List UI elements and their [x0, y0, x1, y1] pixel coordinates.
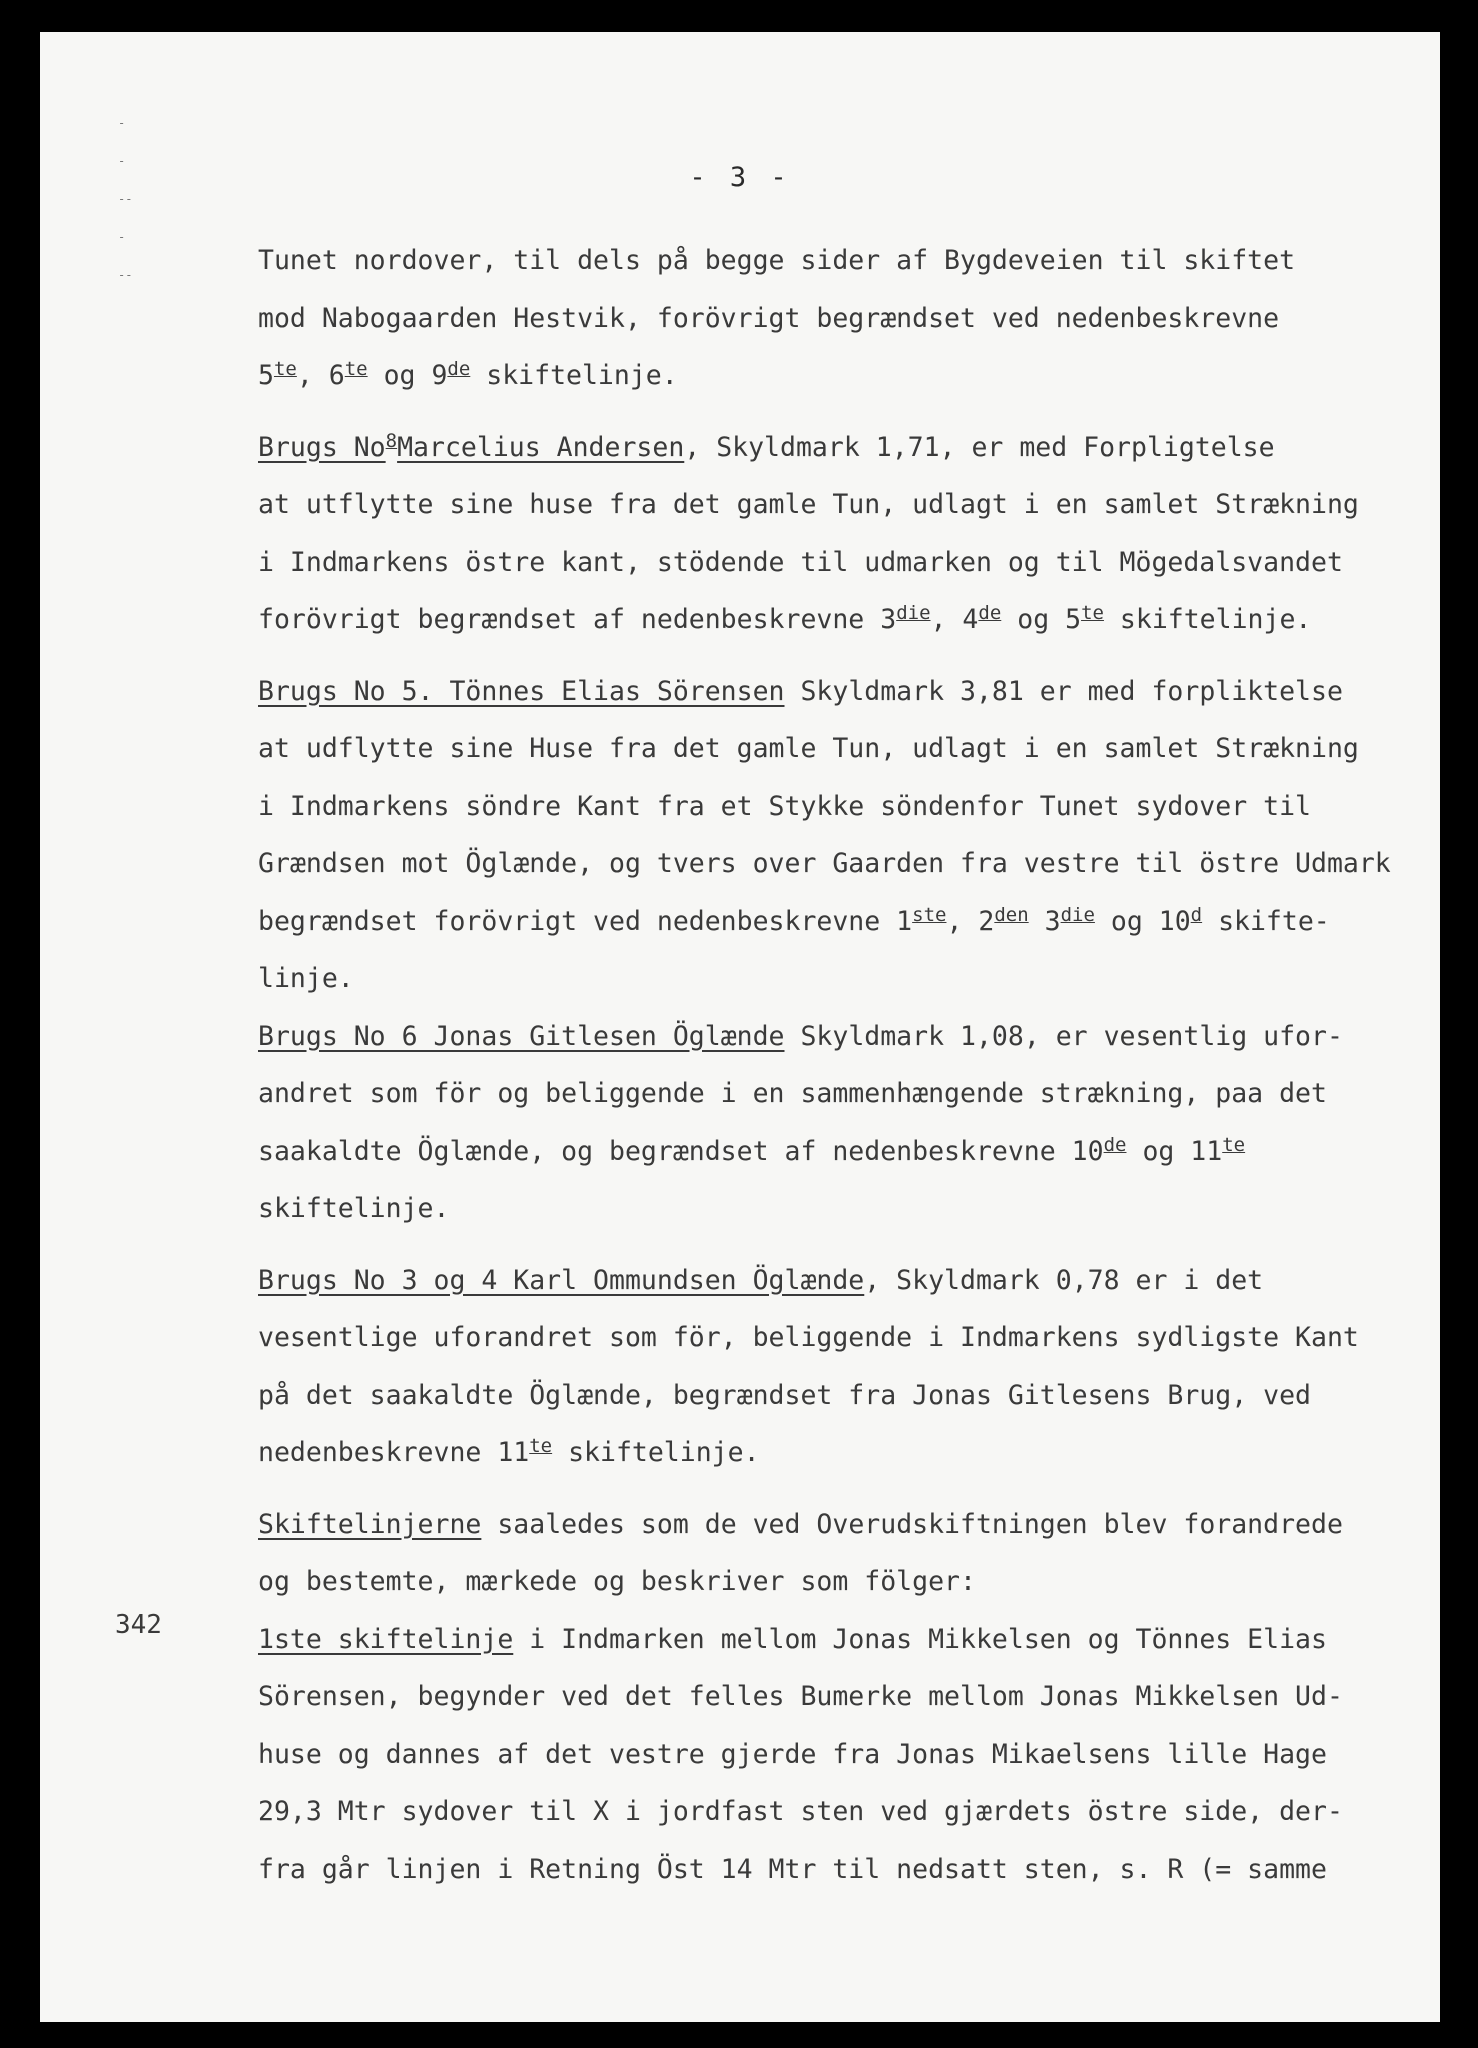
- paragraph-gap: [258, 649, 1408, 663]
- superscript-ordinal: te: [1222, 1133, 1246, 1156]
- text-segment: forövrigt begrændset af nedenbeskrevne 3: [258, 604, 897, 635]
- text-segment: begrændset forövrigt ved nedenbeskrevne 1: [258, 905, 913, 937]
- underlined-heading: Brugs No 5. Tönnes Elias Sörensen: [258, 675, 785, 707]
- text-line: Grændsen mot Öglænde, og tvers over Gaarden fra vestre til östre Udmark: [258, 848, 1391, 879]
- superscript-ordinal: die: [896, 602, 931, 624]
- text-segment: i Indmarken mellom Jonas Mikkelsen og Tönnes Elias: [513, 1623, 1327, 1655]
- text-line: på det saakaldte Öglænde, begrændset fra Jonas Gitlesens Brug, ved: [258, 1379, 1311, 1411]
- text-line: [258, 1008, 1408, 1066]
- text-segment: , 6: [296, 360, 345, 391]
- document-body: [258, 232, 1408, 1898]
- text-line: Sörensen, begynder ved det felles Bumerke mellom Jonas Mikkelsen Ud-: [258, 1681, 1343, 1712]
- underlined-heading: Skiftelinjerne: [258, 1508, 482, 1540]
- text-segment: Skyldmark 1,08, er vesentlig ufor-: [784, 1020, 1343, 1052]
- text-line: [258, 591, 1408, 649]
- superscript-ordinal: de: [978, 602, 1002, 624]
- superscript-ordinal: de: [447, 358, 471, 380]
- text-segment: , Skyldmark 0,78 er i det: [864, 1264, 1264, 1296]
- superscript-ordinal: te: [273, 358, 297, 380]
- text-line: huse og dannes af det vestre gjerde fra Jonas Mikaelsens lille Hage: [258, 1738, 1327, 1770]
- paragraph-gap: [258, 1238, 1408, 1252]
- margin-mark: -: [118, 230, 126, 244]
- underlined-heading: 1ste skiftelinje: [258, 1623, 514, 1655]
- margin-mark: -: [118, 154, 126, 168]
- margin-mark: --: [118, 268, 133, 282]
- text-segment: og 11: [1126, 1135, 1223, 1167]
- text-segment: skifte-: [1202, 905, 1330, 937]
- superscript-ordinal: te: [344, 358, 368, 380]
- superscript-ordinal: den: [994, 903, 1029, 926]
- text-segment: , 4: [930, 604, 979, 635]
- text-segment: saakaldte Öglænde, og begrændset af nedenbeskrevne 10: [258, 1135, 1104, 1167]
- text-line: mod Nabogaarden Hestvik, forövrigt begrændset ved nedenbeskrevne: [258, 302, 1280, 334]
- text-segment: , Skyldmark 1,71, er med Forpligtelse: [684, 431, 1275, 463]
- text-segment: og 5: [1001, 604, 1082, 635]
- superscript-ordinal: die: [1060, 903, 1095, 926]
- superscript-ordinal: de: [1103, 1133, 1127, 1156]
- superscript-ordinal: d: [1190, 903, 1203, 926]
- text-line: vesentlige uforandret som för, beliggende i Indmarkens sydligste Kant: [258, 1322, 1359, 1353]
- text-line: [258, 1424, 1408, 1482]
- text-segment: , 2: [946, 905, 995, 937]
- text-line: linje.: [258, 963, 354, 994]
- underlined-heading: Brugs No 3 og 4 Karl Ommundsen Öglænde: [258, 1264, 865, 1296]
- left-margin-marks: [118, 104, 132, 294]
- superscript-ordinal: te: [1081, 602, 1104, 624]
- paragraph-gap: [258, 1482, 1408, 1496]
- text-line: [258, 1611, 1408, 1669]
- text-line: andret som för og beliggende i en sammenhængende strækning, paa det: [258, 1078, 1327, 1109]
- underlined-heading: Marcelius Andersen: [397, 431, 685, 463]
- text-line: i Indmarkens östre kant, stödende til udmarken og til Mögedalsvandet: [258, 546, 1343, 578]
- text-segment: skiftelinje.: [1103, 604, 1312, 635]
- page-number: - 3 -: [689, 162, 791, 193]
- text-segment: 5: [258, 360, 274, 391]
- text-line: [258, 1123, 1408, 1181]
- text-line: og bestemte, mærkede og beskriver som fölger:: [258, 1566, 976, 1597]
- document-page: [40, 32, 1440, 2022]
- text-segment: skiftelinje.: [552, 1437, 760, 1468]
- text-segment: skiftelinje.: [470, 360, 678, 391]
- superscript-ordinal: ste: [912, 903, 947, 926]
- superscript-ordinal: te: [529, 1435, 553, 1457]
- text-line: Tunet nordover, til dels på begge sider af Bygdeveien til skiftet: [258, 245, 1296, 276]
- text-segment: Skyldmark 3,81 er med forpliktelse: [784, 675, 1343, 707]
- text-segment: 3: [1028, 905, 1061, 937]
- underlined-heading: Brugs No 6 Jonas Gitlesen Öglænde: [258, 1020, 785, 1052]
- text-segment: og 9: [367, 360, 448, 391]
- margin-mark: --: [118, 192, 133, 206]
- text-segment: og 10: [1094, 905, 1191, 937]
- text-line: at udflytte sine Huse fra det gamle Tun, udlagt i en samlet Strækning: [258, 733, 1359, 764]
- text-line: [258, 347, 1408, 405]
- text-line: 29,3 Mtr sydover til X i jordfast sten ved gjærdets östre side, der-: [258, 1796, 1343, 1827]
- text-line: [258, 1252, 1408, 1310]
- superscript-ordinal: 8: [385, 429, 398, 452]
- margin-mark: -: [118, 116, 126, 130]
- paragraph-gap: [258, 405, 1408, 419]
- text-line: [258, 893, 1408, 951]
- text-line: [258, 419, 1408, 477]
- text-line: skiftelinje.: [258, 1193, 450, 1224]
- text-segment: saaledes som de ved Overudskiftningen blev forandrede: [481, 1508, 1343, 1540]
- text-line: [258, 663, 1408, 721]
- text-segment: nedenbeskrevne 11: [258, 1437, 530, 1468]
- margin-note: 342: [115, 1610, 162, 1640]
- text-line: i Indmarkens söndre Kant fra et Stykke söndenfor Tunet sydover til: [258, 790, 1311, 822]
- text-line: [258, 1496, 1408, 1554]
- text-line: fra går linjen i Retning Öst 14 Mtr til nedsatt sten, s. R (= samme: [258, 1853, 1327, 1885]
- text-line: at utflytte sine huse fra det gamle Tun, udlagt i en samlet Strækning: [258, 489, 1359, 520]
- underlined-heading: Brugs No: [258, 431, 386, 463]
